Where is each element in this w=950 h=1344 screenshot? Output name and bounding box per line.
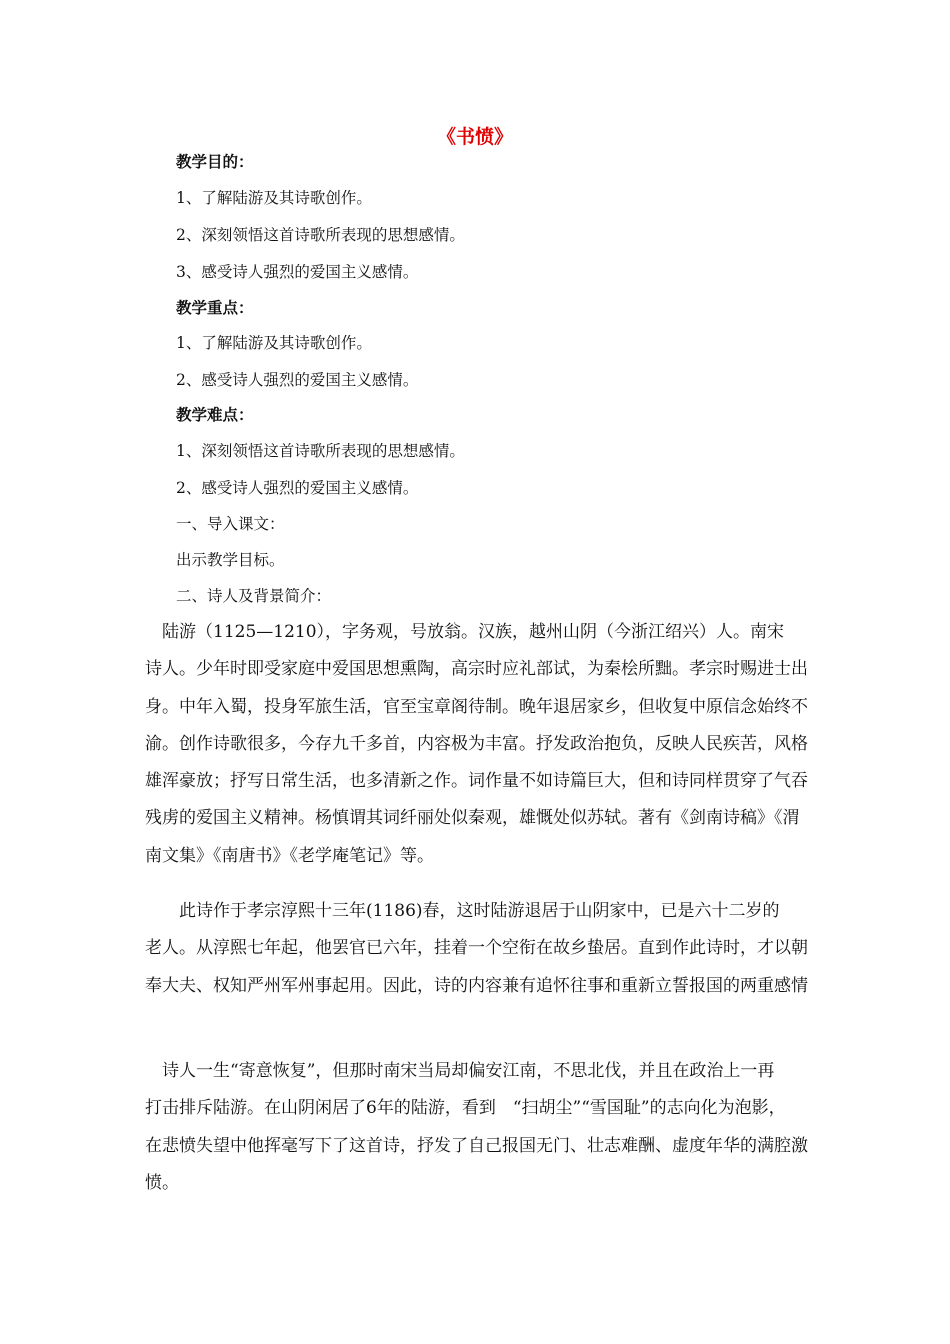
paragraph-line: 此诗作于孝宗淳熙十三年(1186)春，这时陆游退居于山阴家中，已是六十二岁的 (145, 901, 780, 921)
objective-item: 3、感受诗人强烈的爱国主义感情。 (176, 263, 419, 281)
document-title: 《书愤》 (436, 126, 513, 148)
paragraph-line: 老人。从淳熙七年起，他罢官已六年，挂着一个空衔在故乡蛰居。直到作此诗时，才以朝 (145, 938, 808, 959)
paragraph-line: 诗人。少年时即受家庭中爱国思想熏陶，高宗时应礼部试，为秦桧所黜。孝宗时赐进士出 (145, 659, 808, 680)
paragraph-line: 陆游（1125—1210），字务观，号放翁。汉族，越州山阴（今浙江绍兴）人。南宋 (145, 622, 785, 642)
paragraph-line: 诗人一生“寄意恢复”，但那时南宋当局却偏安江南，不思北伐，并且在政治上一再 (145, 1061, 775, 1081)
difficulties-heading: 教学难点： (176, 406, 254, 424)
difficulty-item: 1、深刻领悟这首诗歌所表现的思想感情。 (176, 442, 465, 460)
paragraph-line: 打击排斥陆游。在山阴闲居了6年的陆游，看到 “扫胡尘”“雪国耻”的志向化为泡影， (145, 1098, 786, 1119)
section-heading-intro: 一、导入课文： (176, 515, 285, 533)
section-body-intro: 出示教学目标。 (176, 551, 285, 569)
key-point-item: 1、了解陆游及其诗歌创作。 (176, 334, 372, 352)
background-paragraph (145, 893, 817, 1005)
objectives-heading: 教学目的： (176, 153, 254, 171)
paragraph-line: 在悲愤失望中他挥毫写下了这首诗，抒发了自己报国无门、壮志难酬、虚度年华的满腔激 (145, 1135, 808, 1156)
poet-biography-paragraph (145, 614, 817, 875)
paragraph-line: 愤。 (145, 1172, 179, 1193)
section-heading-poet: 二、诗人及背景简介： (176, 587, 332, 605)
paragraph-line: 南文集》《南唐书》《老学庵笔记》等。 (145, 845, 434, 866)
key-points-heading: 教学重点： (176, 299, 254, 317)
paragraph-line: 残虏的爱国主义精神。杨慎谓其词纤丽处似秦观，雄慨处似苏轼。著有《剑南诗稿》《渭 (145, 808, 800, 829)
paragraph-line: 身。中年入蜀，投身军旅生活，官至宝章阁待制。晚年退居家乡，但收复中原信念始终不 (145, 696, 808, 717)
objective-item: 1、了解陆游及其诗歌创作。 (176, 189, 372, 207)
motive-paragraph (145, 1053, 817, 1202)
paragraph-line: 雄浑豪放；抒写日常生活，也多清新之作。词作量不如诗篇巨大，但和诗同样贯穿了气吞 (145, 771, 808, 792)
paragraph-line: 渝。创作诗歌很多，今存九千多首，内容极为丰富。抒发政治抱负，反映人民疾苦，风格 (145, 733, 808, 754)
objective-item: 2、深刻领悟这首诗歌所表现的思想感情。 (176, 226, 465, 244)
difficulty-item: 2、感受诗人强烈的爱国主义感情。 (176, 479, 419, 497)
key-point-item: 2、感受诗人强烈的爱国主义感情。 (176, 371, 419, 389)
paragraph-line: 奉大夫、权知严州军州事起用。因此，诗的内容兼有追怀往事和重新立誓报国的两重感情 (145, 975, 808, 996)
